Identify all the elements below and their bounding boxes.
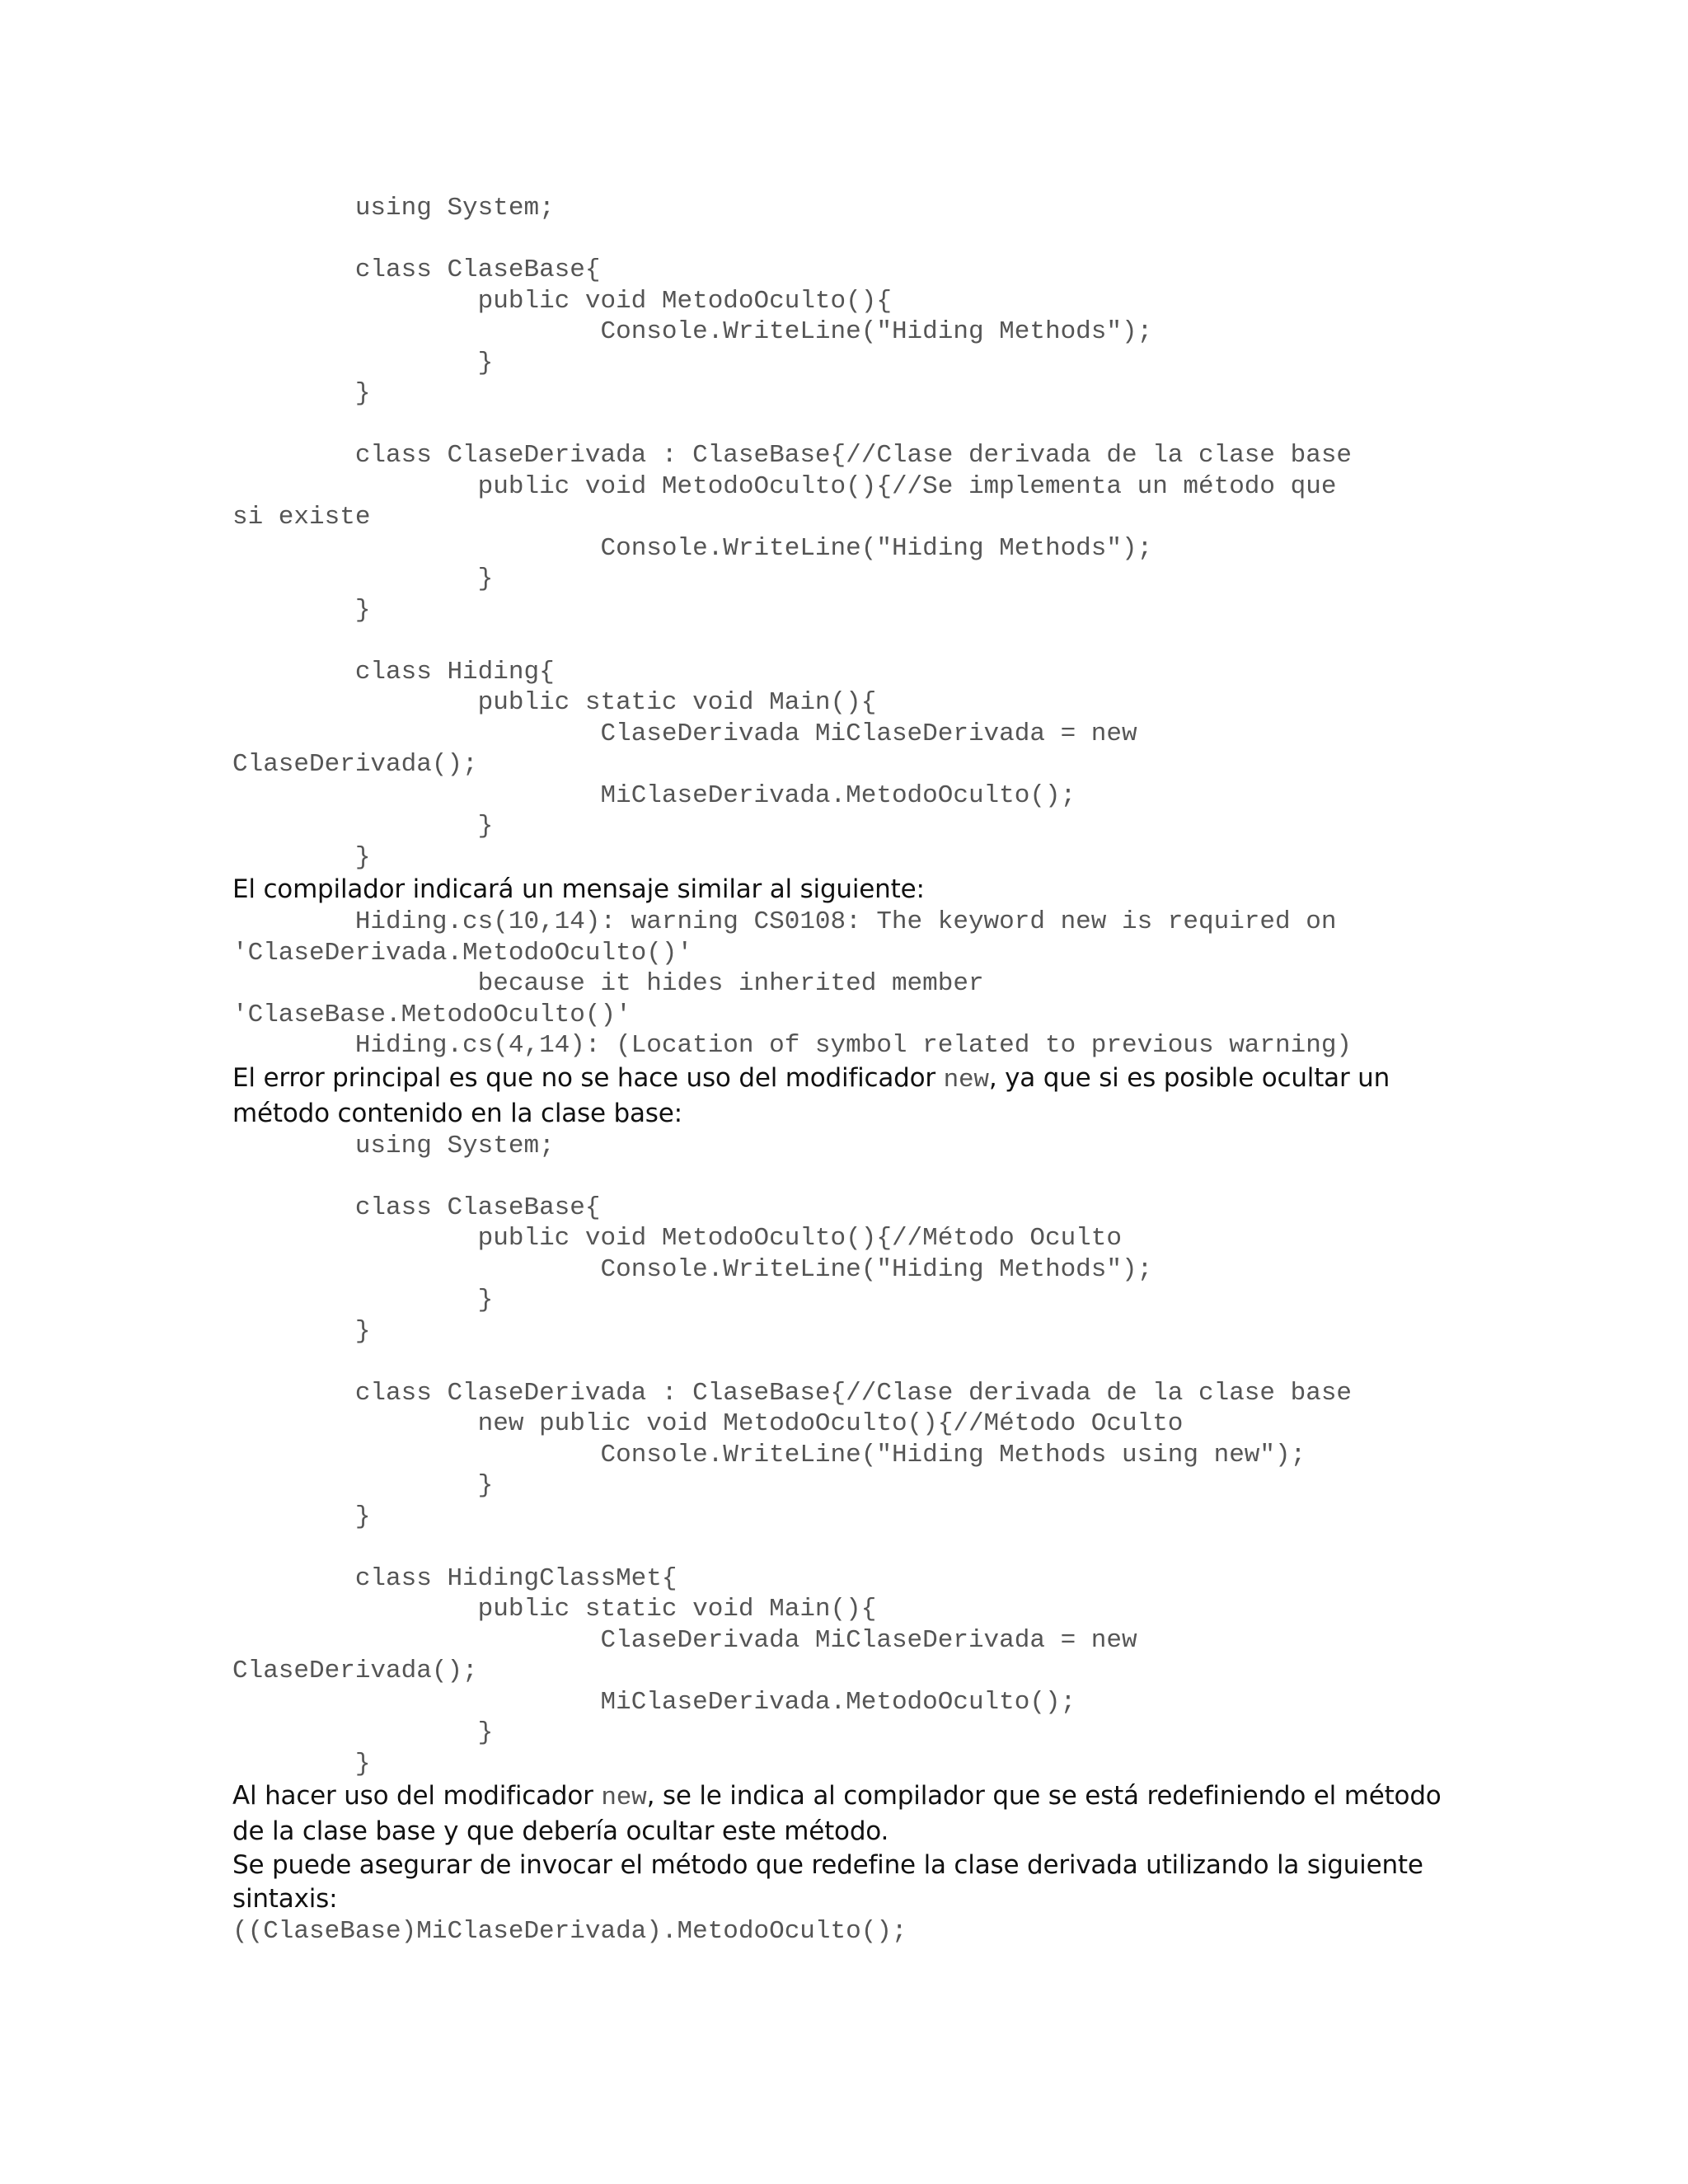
cast-invocation-code: ((ClaseBase)MiClaseDerivada).MetodoOculto(); [232, 1917, 907, 1946]
error-explanation-paragraph [232, 1062, 1469, 1131]
code-block-hiding-example: using System; class ClaseBase{ public void MetodoOculto(){ Console.WriteLine("Hiding Methods"); } } class ClaseDerivada : ClaseBase{//Clase derivada de la clase base public void MetodoOculto(){//Se implementa un método que si existe Console.WriteLine("Hiding Methods"); } } class Hiding{ public static void Main(){ ClaseDerivada MiClaseDerivada = new ClaseDerivada(); MiClaseDerivada.MetodoOculto(); } } [232, 194, 1353, 872]
new-modifier-text-after: , se le indica al compilador que se está redefiniendo el método de la clase base y que debería ocultar este método. [232, 1781, 1442, 1846]
error-explanation-text-after: , ya que si es posible ocultar un método contenido en la clase base: [232, 1062, 1390, 1128]
syntax-intro-paragraph: Se puede asegurar de invocar el método que redefine la clase derivada utilizando la siguiente sintaxis: [232, 1850, 1423, 1914]
new-keyword-inline-2: new [601, 1783, 647, 1812]
new-keyword-inline: new [943, 1065, 989, 1094]
code-block-new-modifier-example: using System; class ClaseBase{ public void MetodoOculto(){//Método Oculto Console.WriteLine("Hiding Methods"); } } class ClaseDerivada : ClaseBase{//Clase derivada de la clase base new public void MetodoOculto(){//Método Oculto Console.WriteLine("Hiding Methods using new"); } } class HidingClassMet{ public static void Main(){ ClaseDerivada MiClaseDerivada = new ClaseDerivada(); MiClaseDerivada.MetodoOculto(); } } [232, 1131, 1353, 1779]
error-explanation-text-before: El error principal es que no se hace uso del modificador [232, 1062, 944, 1093]
new-modifier-text-before: Al hacer uso del modificador [232, 1781, 602, 1811]
compiler-warning-output: Hiding.cs(10,14): warning CS0108: The keyword new is required on 'ClaseDerivada.MetodoOculto()' because it hides inherited member 'ClaseBase.MetodoOculto()' Hiding.cs(4,14): (Location of symbol related to previous warning) [232, 907, 1353, 1060]
document-content [232, 193, 1469, 1947]
new-modifier-explanation-paragraph [232, 1779, 1469, 1849]
compiler-message-intro: El compilador indicará un mensaje similar al siguiente: [232, 874, 925, 904]
